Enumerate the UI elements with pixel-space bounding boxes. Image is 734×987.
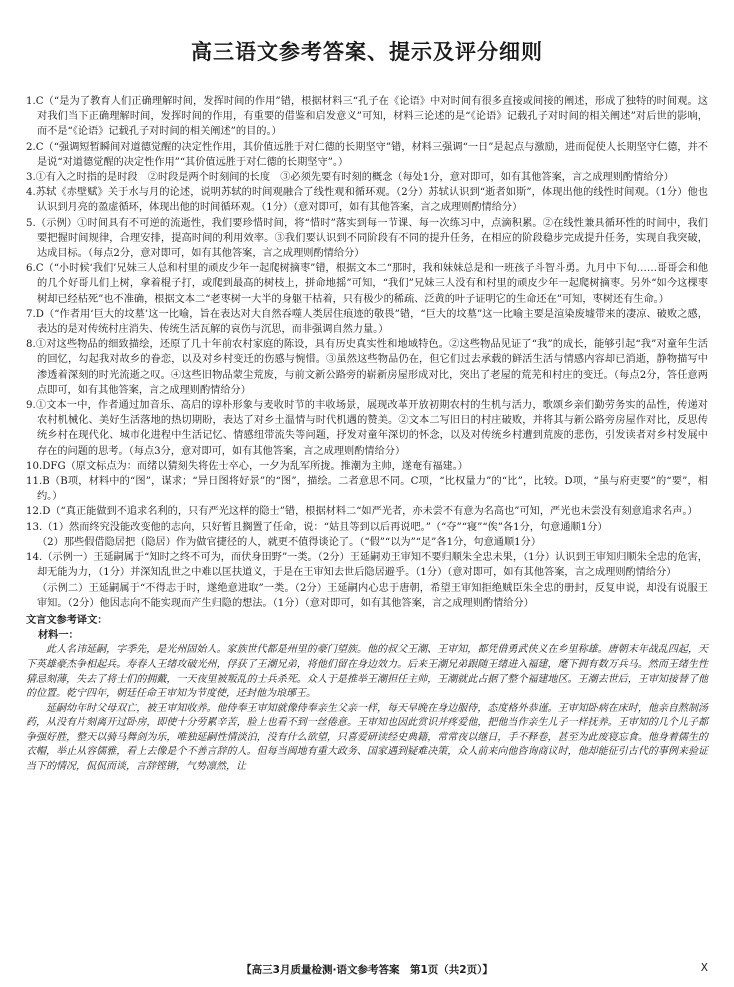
translation-heading: 文言文参考译文： <box>26 614 108 626</box>
answer-2: 2.C（“强调短暂瞬间对道德觉醒的决定性作用，其价值远胜于对仁德的长期坚守”错，材料三强调“一日”是起点与激励，进而促使人长期坚守仁德，并不是说“对道德觉醒的决定性作用”“其价值远胜于对仁德的长期坚守”。） <box>26 141 708 168</box>
answer-3: 3.①有入之时指的是时段 ②时段是两个时刻间的长度 ③必须先要有时刻的概念（每处1分，意对即可，如有其他答案，言之成理则酌情给分） <box>26 172 674 184</box>
answer-10: 10.DFG（原文标点为：而绪以猜刻失将佐士卒心，一夕为乱军所拢。推潮为主帅，遂奄有福建。） <box>26 460 468 472</box>
page-footer <box>26 962 708 977</box>
translation-paragraph-1: 此人名讳延嗣，字季先，是光州固始人。家族世代都是州里的豪门望族。他的叔父王潮、王审知，都凭借勇武侠义在乡里称雄。唐朝末年战乱四起，天下英雄豪杰争相起兵。寿春人王绪攻破光州，俘获了王潮兄弟，将他们留在身边效力。后来王潮兄弟跟随王绪进入福建，麾下拥有数万兵马。然而王绪生性猜忌刻薄，失去了将士们的拥戴，一天夜里被叛乱的士兵杀死。众人于是推举王潮担任主帅，王潮就此占据了整个福建地区。王潮去世后，王审知接替了他的位置。乾宁四年，朝廷任命王审知为节度使，还封他为琅琊王。 <box>26 644 708 700</box>
answer-14-example-2: （示例二）王延嗣属于“不得志于时，遂绝意进取”一类。（2分）王延嗣内心忠于唐朝，希望王审知拒绝贼臣朱全忠的册封，反复申说，却没有说服王审知。（2分）他因志向不能实现而产生归隐的想法。（1分）（意对即可，如有其他答案，言之成理则酌情给分） <box>37 582 708 609</box>
answer-7: 7.D（“作者用‘巨大的坟墓’这一比喻，旨在表达对大自然吞噬人类居住痕迹的敬畏”错，“巨大的坟墓”这一比喻主要是渲染废墟带来的凄凉、破败之感，表达的是对传统村庄消失、传统生活瓦解的哀伤与沉思，而非强调自然力量。） <box>26 308 708 336</box>
answer-8: 8.①对这些物品的细致描绘，还原了几十年前农村家庭的陈设，具有历史真实性和地域特色。②这些物品见证了“我”的成长，能够引起“我”对童年生活的回忆，勾起我对故乡的眷恋，以及对乡村变迁的伤感与惋惜。③虽然这些物品仍在，但它们过去承载的鲜活生活与情感内容却已消逝，静物描写中渗透着深刻的时光流逝之叹。④这些旧物品蒙尘荒废，与前文新公路旁的崭新房屋形成对比，突出了老屋的荒芜和村庄的变迁。（每点2分，答任意两点即可，如有其他答案，言之成理则酌情给分） <box>26 339 708 396</box>
footer-mark: X <box>700 962 708 974</box>
footer-text: 【高三3月质量检测·语文参考答案 第1页（共2页）】 <box>241 964 493 976</box>
answer-6: 6.C（“小时候‘我们’兄妹三人总和村里的顽皮少年一起爬树摘枣”错，根据文本二“那时，我和妹妹总是和一班孩子斗智斗勇。九月中下旬……哥哥会和他的几个好哥儿们上树，拿着棍子打，或爬到最高的树枝上，拼命地摇”可知，“我们”兄妹三人没有和村里的顽皮少年一起爬树摘枣。另外“如今这棵枣树却已经枯死”也不准确，根据文本二“老枣树一大半的身躯干枯着，只有极少的稀疏、泛黄的叶子证明它的生命还在”可知，枣树还有生命。） <box>26 263 708 305</box>
answer-13-part-1: 13.（1）然而终究没能改变他的志向，只好暂且搁置了任命，说：“姑且等到以后再说吧。”（“夺”“寝”“俟”各1分，句意通顺1分） <box>26 521 608 533</box>
answer-9: 9.①文本一中，作者通过加音乐、高启的谆朴形象与麦收时节的丰收场景，展现改革开放初期农村的生机与活力，歌颂乡亲们勤劳务实的品性，传递对农村机械化、美好生活落地的热切期盼，表达了对乡土温情与时代机遇的赞美。②文本二写旧日的村庄破败，并将其与新公路旁房屋作对比，反思传统乡村在现代化、城市化进程中生活记忆、情感纽带流失等问题，抒发对童年深切的怀念，以及对传统乡村遭到荒废的悲伤，引发读者对乡村发展中存在的问题的思考。（每点3分，意对即可，如有其他答案，言之成理则酌情给分） <box>26 400 708 457</box>
answer-4: 4.苏轼《赤壁赋》关于水与月的论述，说明苏轼的时间观融合了线性观和循环观。（2分）苏轼认识到“逝者如斯”，体现出他的线性时间观。（1分）他也认识到月亮的盈虚循环，体现出他的时间循环观。（1分）（意对即可，如有其他答案，言之成理则酌情给分） <box>26 187 708 214</box>
page-title: 高三语文参考答案、提示及评分细则 <box>191 40 543 64</box>
material-1-heading: 材料一： <box>38 630 79 642</box>
answer-11: 11.B（B项，材料中的“图”，谋求；“异日图将好景”的“图”，描绘。二者意思不同。C项，“比权量力”的“比”，比较。D项，“虽与府吏要”的“要”，相约。） <box>26 476 708 503</box>
answer-14-example-1: 14.（示例一）王延嗣属于“知时之终不可为，而伏身田野”一类。（2分）王延嗣劝王审知不要归顺朱全忠未果，（1分）认识到王审知归顺朱全忠的危害，却无能为力，（1分）并深知乱世之中难以匡扶道义，于是在王审知去世后隐居避乎。（1分）（意对即可，如有其他答案，言之成理则酌情给分） <box>26 552 708 579</box>
answer-list <box>26 94 708 643</box>
translation-paragraph-2: 延嗣幼年时父母双亡，被王审知收养。他侍奉王审知就像侍奉亲生父亲一样，每天早晚在身边服侍，态度格外恭谨。王审知卧病在床时，他亲自熬制汤药，从没有片刻离开过卧房，即使十分劳累辛苦，脸上也看不到一丝倦意。王审知也因此赏识并疼爱他，把他当作亲生儿子一样抚养。王审知的几个儿子都争强好胜，整天以骑马舞剑为乐，唯独延嗣性情淡泊，没有什么欲望，只喜爱研读经史典籍，常常夜以继日，手不释卷，甚至为此废寝忘食。他身着儒生的衣帽，举止从容儒雅，看上去像是个不善言辞的人。但每当闽地有重大政务、国家遇到疑难决策，众人前来向他咨询商议时，他却能征引古代的事例来验证当下的情况，侃侃而谈，言辞铿锵，气势凛然，让 <box>26 702 708 773</box>
translation-body <box>26 643 708 774</box>
answer-13-part-2: （2）那些假借隐居把（隐居）作为做官捷径的人，就更不值得谈论了。（“假”“以为”“足”各1分，句意通顺1分） <box>37 536 542 548</box>
answer-1: 1.C（“是为了教育人们正确理解时间，发挥时间的作用”错，根据材料三“孔子在《论语》中对时间有很多直接或间接的阐述，形成了独特的时间观。这对我们当下正确理解时间，发挥时间的作用，有重要的借鉴和启发意义”可知，材料三论述的是“《论语》记载孔子对时间的相关阐述”对后世的影响，而不是“《论语》记载孔子对时间的相关阐述”的目的。） <box>26 96 708 138</box>
answer-5: 5.（示例）①时间具有不可逆的流逝性，我们要珍惜时间，将“惜时”落实到每一节课、每一次练习中，点滴积累。②在线性兼具循环性的时间中，我们要把握时间规律，合理安排，提高时间的利用效率。③我们要认识到不同阶段有不同的提升任务，在相应的阶段稳步完成提升任务，实现自我突破，达成目标。（每点2分，意对即可，如有其他答案，言之成理则酌情给分） <box>26 217 708 260</box>
answer-12: 12.D（“真正能做到不追求名利的，只有严光这样的隐士”错，根据材料二“如严光者，亦未尝不有意为名高也”可知，严光也未尝没有刻意追求名声。） <box>26 506 698 518</box>
